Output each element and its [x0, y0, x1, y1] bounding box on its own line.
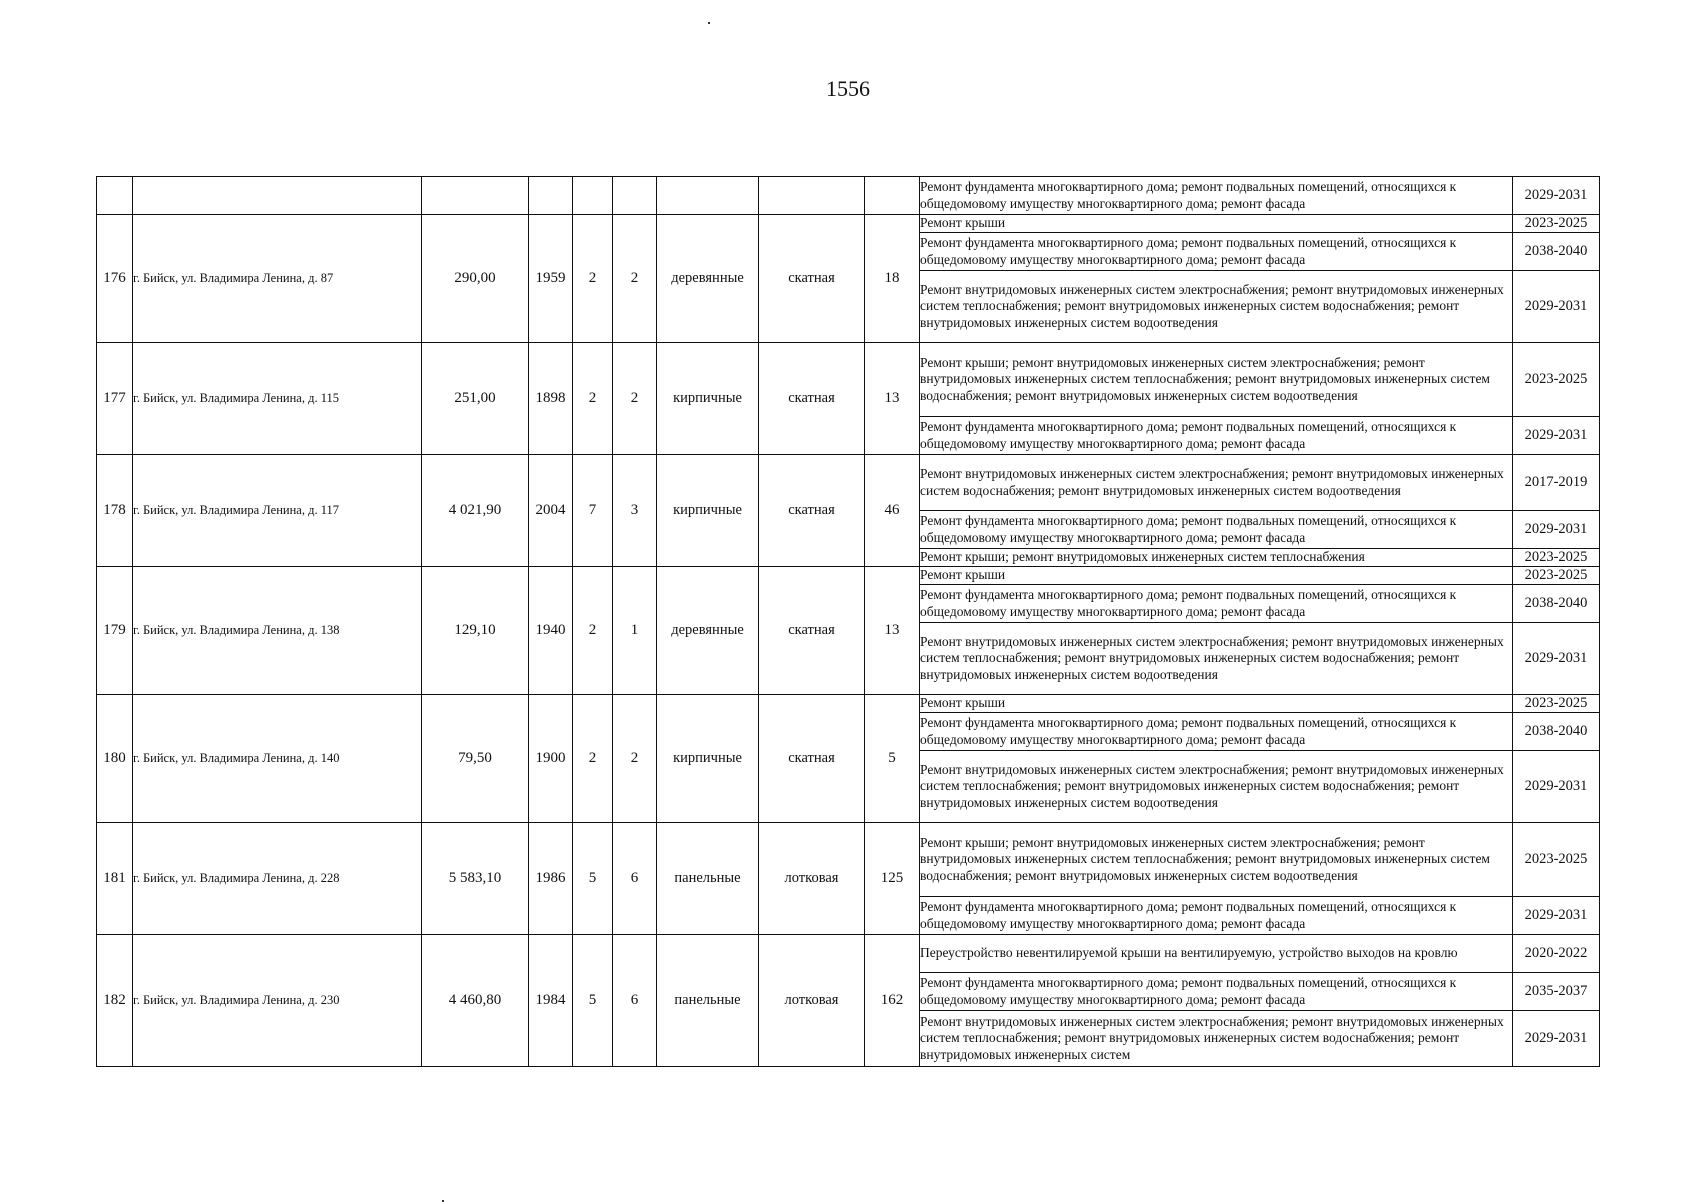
- work-period: 2029-2031: [1513, 417, 1600, 455]
- row-number: 179: [97, 567, 133, 695]
- entrance-count: 3: [613, 455, 657, 567]
- work-description: Переустройство невентилируемой крыши на вентилируемую, устройство выходов на кровлю: [920, 935, 1513, 973]
- building-address: [133, 177, 422, 215]
- row-number: 182: [97, 935, 133, 1067]
- work-period: 2029-2031: [1513, 751, 1600, 823]
- flat-count: 46: [865, 455, 920, 567]
- work-period: 2023-2025: [1513, 343, 1600, 417]
- table-row: [97, 177, 1600, 215]
- work-period: 2023-2025: [1513, 567, 1600, 585]
- entrance-count: 2: [613, 343, 657, 455]
- housing-register-table: [96, 176, 1600, 1067]
- building-area: 290,00: [422, 215, 529, 343]
- wall-material: панельные: [657, 823, 759, 935]
- page-number: 1556: [826, 76, 870, 101]
- work-description: Ремонт внутридомовых инженерных систем электроснабжения; ремонт внутридомовых инженерных систем теплоснабжения; ремонт внутридомовых инженерных систем водоснабжения; ремонт внутридомовых инженерных систем водоотведения: [920, 751, 1513, 823]
- work-period: 2023-2025: [1513, 695, 1600, 713]
- flat-count: 5: [865, 695, 920, 823]
- building-area: 4 460,80: [422, 935, 529, 1067]
- row-number: 176: [97, 215, 133, 343]
- build-year: 1940: [529, 567, 573, 695]
- floor-count: [573, 177, 613, 215]
- work-period: 2029-2031: [1513, 1011, 1600, 1067]
- flat-count: 13: [865, 567, 920, 695]
- work-description: Ремонт фундамента многоквартирного дома; ремонт подвальных помещений, относящихся к общедомовому имуществу многоквартирного дома; ремонт фасада: [920, 897, 1513, 935]
- build-year: 2004: [529, 455, 573, 567]
- build-year: 1898: [529, 343, 573, 455]
- floor-count: 2: [573, 567, 613, 695]
- work-description: Ремонт крыши; ремонт внутридомовых инженерных систем теплоснабжения: [920, 549, 1513, 567]
- floor-count: 5: [573, 935, 613, 1067]
- work-description: Ремонт внутридомовых инженерных систем электроснабжения; ремонт внутридомовых инженерных систем теплоснабжения; ремонт внутридомовых инженерных систем водоснабжения; ремонт внутридомовых инженерных систем: [920, 1011, 1513, 1067]
- roof-type: лотковая: [759, 823, 865, 935]
- roof-type: [759, 177, 865, 215]
- work-description: Ремонт фундамента многоквартирного дома; ремонт подвальных помещений, относящихся к общедомовому имуществу многоквартирного дома; ремонт фасада: [920, 973, 1513, 1011]
- entrance-count: 1: [613, 567, 657, 695]
- wall-material: [657, 177, 759, 215]
- work-period: 2029-2031: [1513, 623, 1600, 695]
- table-row: [97, 215, 1600, 233]
- building-area: 129,10: [422, 567, 529, 695]
- building-area: 4 021,90: [422, 455, 529, 567]
- floor-count: 2: [573, 343, 613, 455]
- roof-type: скатная: [759, 455, 865, 567]
- work-period: 2038-2040: [1513, 233, 1600, 271]
- work-description: Ремонт внутридомовых инженерных систем электроснабжения; ремонт внутридомовых инженерных систем теплоснабжения; ремонт внутридомовых инженерных систем водоснабжения; ремонт внутридомовых инженерных систем водоотведения: [920, 623, 1513, 695]
- floor-count: 5: [573, 823, 613, 935]
- building-area: 251,00: [422, 343, 529, 455]
- building-address: г. Бийск, ул. Владимира Ленина, д. 117: [133, 455, 422, 567]
- work-description: Ремонт фундамента многоквартирного дома; ремонт подвальных помещений, относящихся к общедомовому имуществу многоквартирного дома; ремонт фасада: [920, 177, 1513, 215]
- table-row: [97, 823, 1600, 897]
- row-number: 178: [97, 455, 133, 567]
- entrance-count: 6: [613, 823, 657, 935]
- work-period: 2035-2037: [1513, 973, 1600, 1011]
- table-row: [97, 455, 1600, 511]
- work-description: Ремонт внутридомовых инженерных систем электроснабжения; ремонт внутридомовых инженерных систем теплоснабжения; ремонт внутридомовых инженерных систем водоснабжения; ремонт внутридомовых инженерных систем водоотведения: [920, 271, 1513, 343]
- entrance-count: 6: [613, 935, 657, 1067]
- work-description: Ремонт фундамента многоквартирного дома; ремонт подвальных помещений, относящихся к общедомовому имуществу многоквартирного дома; ремонт фасада: [920, 233, 1513, 271]
- work-period: 2023-2025: [1513, 549, 1600, 567]
- work-description: Ремонт крыши: [920, 215, 1513, 233]
- flat-count: 162: [865, 935, 920, 1067]
- work-period: 2029-2031: [1513, 177, 1600, 215]
- wall-material: деревянные: [657, 567, 759, 695]
- floor-count: 2: [573, 695, 613, 823]
- register-body: [97, 177, 1600, 1067]
- work-period: 2029-2031: [1513, 271, 1600, 343]
- build-year: 1959: [529, 215, 573, 343]
- row-number: 180: [97, 695, 133, 823]
- building-address: г. Бийск, ул. Владимира Ленина, д. 230: [133, 935, 422, 1067]
- building-address: г. Бийск, ул. Владимира Ленина, д. 138: [133, 567, 422, 695]
- wall-material: деревянные: [657, 215, 759, 343]
- work-description: Ремонт фундамента многоквартирного дома; ремонт подвальных помещений, относящихся к общедомовому имуществу многоквартирного дома; ремонт фасада: [920, 713, 1513, 751]
- entrance-count: 2: [613, 215, 657, 343]
- wall-material: кирпичные: [657, 455, 759, 567]
- work-period: 2038-2040: [1513, 713, 1600, 751]
- building-address: г. Бийск, ул. Владимира Ленина, д. 115: [133, 343, 422, 455]
- table-row: [97, 343, 1600, 417]
- flat-count: 13: [865, 343, 920, 455]
- work-description: Ремонт фундамента многоквартирного дома; ремонт подвальных помещений, относящихся к общедомовому имуществу многоквартирного дома; ремонт фасада: [920, 417, 1513, 455]
- wall-material: панельные: [657, 935, 759, 1067]
- roof-type: скатная: [759, 695, 865, 823]
- building-address: г. Бийск, ул. Владимира Ленина, д. 228: [133, 823, 422, 935]
- entrance-count: [613, 177, 657, 215]
- build-year: 1986: [529, 823, 573, 935]
- work-description: Ремонт крыши: [920, 567, 1513, 585]
- row-number: 177: [97, 343, 133, 455]
- flat-count: 18: [865, 215, 920, 343]
- work-description: Ремонт крыши; ремонт внутридомовых инженерных систем электроснабжения; ремонт внутридомовых инженерных систем теплоснабжения; ремонт внутридомовых инженерных систем водоснабжения; ремонт внутридомовых инженерных систем водоотведения: [920, 343, 1513, 417]
- building-area: [422, 177, 529, 215]
- row-number: 181: [97, 823, 133, 935]
- roof-type: скатная: [759, 343, 865, 455]
- build-year: [529, 177, 573, 215]
- work-period: 2029-2031: [1513, 511, 1600, 549]
- table-row: [97, 695, 1600, 713]
- building-area: 5 583,10: [422, 823, 529, 935]
- building-address: г. Бийск, ул. Владимира Ленина, д. 87: [133, 215, 422, 343]
- scan-mark: [708, 22, 710, 24]
- roof-type: скатная: [759, 215, 865, 343]
- work-period: 2038-2040: [1513, 585, 1600, 623]
- table-row: [97, 935, 1600, 973]
- work-description: Ремонт крыши; ремонт внутридомовых инженерных систем электроснабжения; ремонт внутридомовых инженерных систем теплоснабжения; ремонт внутридомовых инженерных систем водоснабжения; ремонт внутридомовых инженерных систем водоотведения: [920, 823, 1513, 897]
- flat-count: [865, 177, 920, 215]
- building-area: 79,50: [422, 695, 529, 823]
- work-description: Ремонт фундамента многоквартирного дома; ремонт подвальных помещений, относящихся к общедомовому имуществу многоквартирного дома; ремонт фасада: [920, 585, 1513, 623]
- entrance-count: 2: [613, 695, 657, 823]
- work-period: 2029-2031: [1513, 897, 1600, 935]
- work-description: Ремонт крыши: [920, 695, 1513, 713]
- floor-count: 7: [573, 455, 613, 567]
- work-period: 2017-2019: [1513, 455, 1600, 511]
- roof-type: лотковая: [759, 935, 865, 1067]
- work-period: 2023-2025: [1513, 823, 1600, 897]
- build-year: 1984: [529, 935, 573, 1067]
- work-period: 2023-2025: [1513, 215, 1600, 233]
- work-description: Ремонт фундамента многоквартирного дома; ремонт подвальных помещений, относящихся к общедомовому имуществу многоквартирного дома; ремонт фасада: [920, 511, 1513, 549]
- table-row: [97, 567, 1600, 585]
- build-year: 1900: [529, 695, 573, 823]
- roof-type: скатная: [759, 567, 865, 695]
- work-description: Ремонт внутридомовых инженерных систем электроснабжения; ремонт внутридомовых инженерных систем водоснабжения; ремонт внутридомовых инженерных систем водоотведения: [920, 455, 1513, 511]
- wall-material: кирпичные: [657, 695, 759, 823]
- work-period: 2020-2022: [1513, 935, 1600, 973]
- row-number: [97, 177, 133, 215]
- floor-count: 2: [573, 215, 613, 343]
- building-address: г. Бийск, ул. Владимира Ленина, д. 140: [133, 695, 422, 823]
- flat-count: 125: [865, 823, 920, 935]
- wall-material: кирпичные: [657, 343, 759, 455]
